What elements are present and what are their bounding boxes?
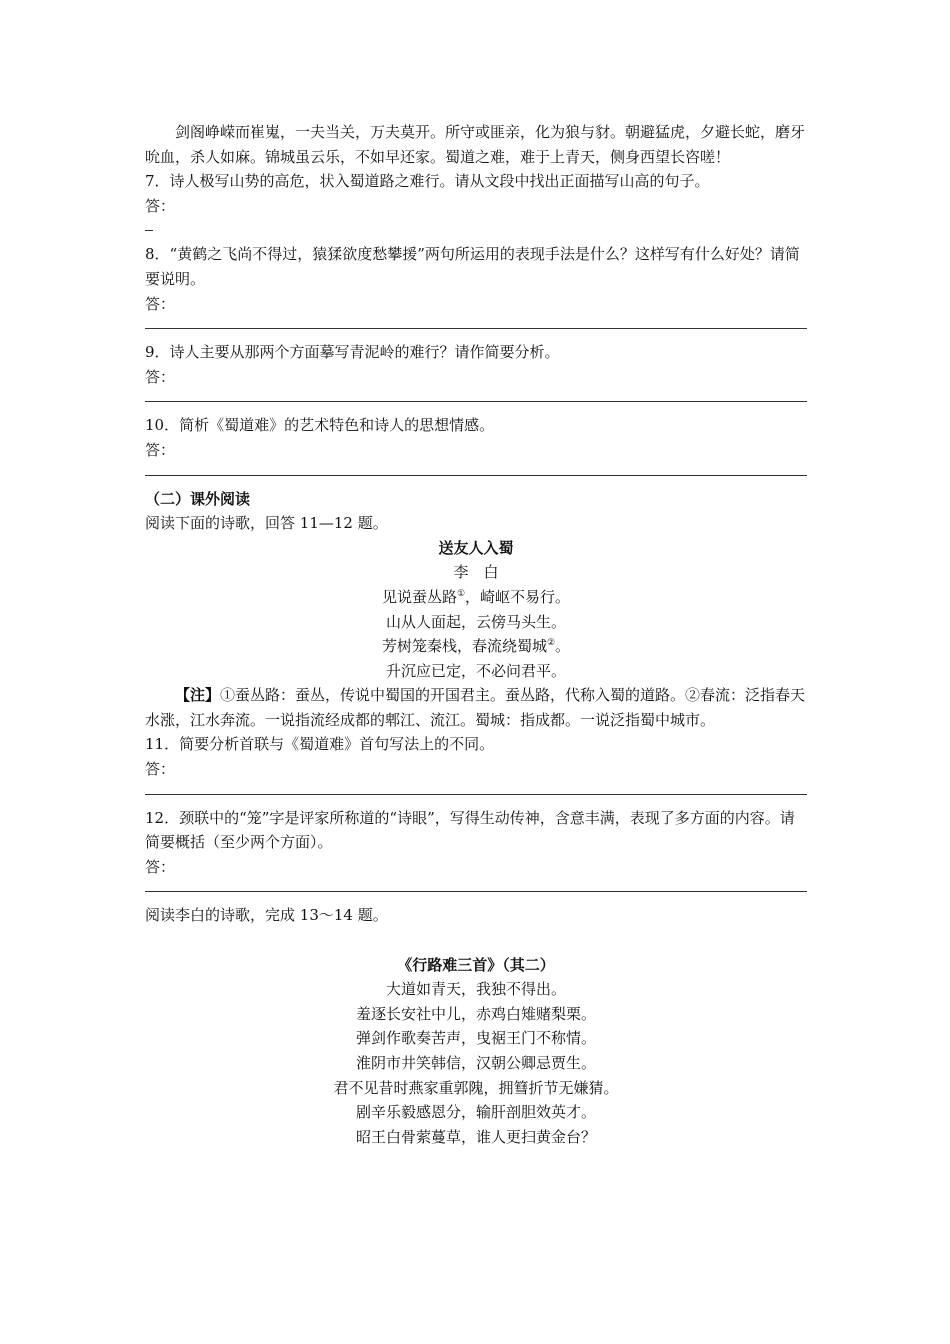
- question-9: 9．诗人主要从那两个方面摹写青泥岭的难行？请作简要分析。: [145, 343, 560, 362]
- question-11: 11．简要分析首联与《蜀道难》首句写法上的不同。: [145, 735, 495, 754]
- poem2-line: 淮阴市井笑韩信，汉朝公卿忌贾生。: [355, 1054, 596, 1072]
- question-10: 10．简析《蜀道难》的艺术特色和诗人的思想情感。: [145, 416, 495, 435]
- answer-line-7[interactable]: [145, 230, 153, 231]
- instruction-13-14: 阅读李白的诗歌，完成 13～14 题。: [145, 906, 388, 925]
- question-12: 12．颈联中的“笼”字是评家所称道的“诗眼”，写得生动传神，含意丰满，表现了多方面的内容。请简要概括（至少两个方面）。: [145, 808, 795, 852]
- section-heading: （二）课外阅读: [145, 489, 251, 508]
- footnote-mark-1: ①: [456, 588, 466, 599]
- poem1-note: [145, 683, 807, 732]
- answer-label-7: 答：: [145, 196, 176, 215]
- poem2-title: 《行路难三首》（其二）: [397, 955, 555, 974]
- instruction-11-12: 阅读下面的诗歌，回答 11—12 题。: [145, 514, 388, 533]
- answer-line-12[interactable]: [145, 891, 807, 892]
- poem1-line-3: 芳树笼秦栈，春流绕蜀城②。: [381, 637, 571, 656]
- poem2-line: 君不见昔时燕家重郭隗，拥篲折节无嫌猜。: [333, 1078, 619, 1097]
- answer-line-11[interactable]: [145, 794, 807, 795]
- question-8: 8．“黄鹤之飞尚不得过，猿猱欲度愁攀援”两句所运用的表现手法是什么？这样写有什么好处？请简要说明。: [145, 245, 800, 288]
- poem1-title: 送友人入蜀: [438, 538, 514, 557]
- answer-line-10[interactable]: [145, 475, 807, 476]
- answer-label-10: 答：: [145, 440, 176, 459]
- poem1-author: 李 白: [453, 563, 499, 582]
- poem2-line: 弹剑作歌奏苦声，曳裾王门不称情。: [355, 1029, 596, 1048]
- poem1-line-1: 见说蚕丛路①，崎岖不易行。: [381, 587, 571, 606]
- passage: 剑阁峥嵘而崔嵬，一夫当关，万夫莫开。所守或匪亲，化为狼与豺。朝避猛虎，夕避长蛇，磨牙吮血，杀人如麻。锦城虽云乐，不如早还家。蜀道之难，难于上青天，侧身西望长咨嗟！: [145, 123, 806, 166]
- answer-label-8: 答：: [145, 294, 176, 313]
- answer-label-12: 答：: [145, 857, 176, 876]
- answer-label-11: 答：: [145, 760, 176, 779]
- note-text: ①蚕丛路：蚕丛，传说中蜀国的开国君主。蚕丛路，代称入蜀的道路。②春流：泛指春天水涨，江水奔流。一说指流经成都的郫江、流江。蜀城：指成都。一说泛指蜀中城市。: [145, 686, 806, 729]
- poem2-line: 昭王白骨萦蔓草，谁人更扫黄金台？: [355, 1127, 596, 1146]
- poem2-line: 大道如青天，我独不得出。: [385, 980, 566, 999]
- question-7: 7．诗人极写山势的高危，状入蜀道路之难行。请从文段中找出正面描写山高的句子。: [145, 172, 710, 191]
- poem2-line: 剧辛乐毅感恩分，输肝剖胆效英才。: [355, 1103, 596, 1122]
- poem1-line-2: 山从人面起，云傍马头生。: [385, 612, 566, 631]
- poem2-line: 羞逐长安社中儿，赤鸡白雉赌梨栗。: [355, 1004, 596, 1023]
- poem1-line-4: 升沉应已定，不必问君平。: [385, 661, 566, 680]
- answer-line-9[interactable]: [145, 401, 807, 402]
- answer-label-9: 答：: [145, 367, 176, 386]
- footnote-mark-2: ②: [546, 638, 556, 649]
- note-label: 【注】: [175, 686, 221, 705]
- document-page: [145, 120, 807, 1149]
- answer-line-8[interactable]: [145, 328, 807, 329]
